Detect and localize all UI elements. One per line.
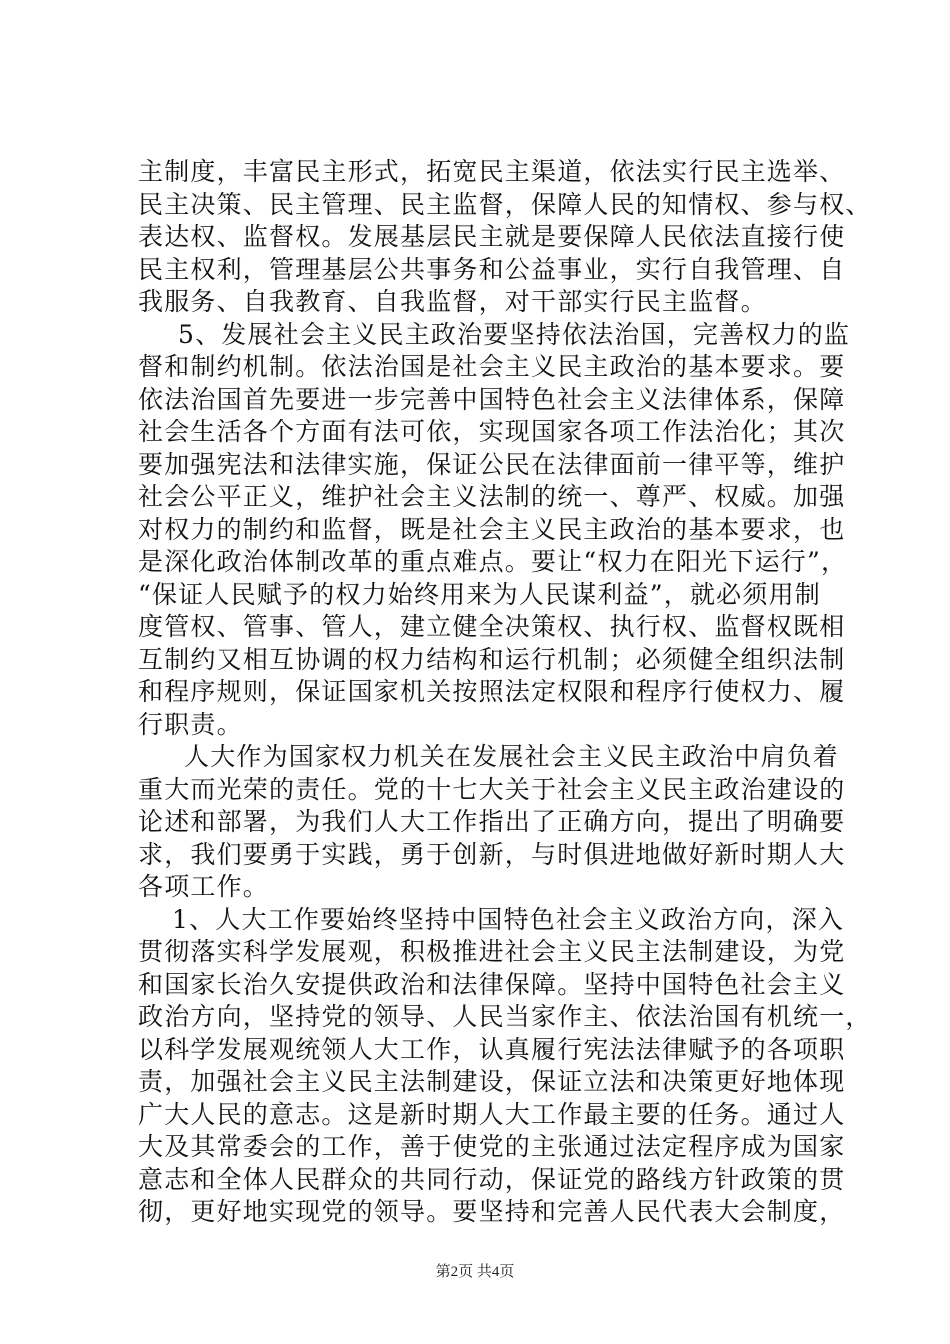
text-line: 行职责。 (138, 709, 243, 739)
text-line: 是深化政治体制改革的重点难点。要让“权力在阳光下运行”， (138, 547, 848, 576)
text-line: 我服务、自我教育、自我监督，对干部实行民主监督。 (138, 287, 767, 316)
text-line: 重大而光荣的责任。党的十七大关于社会主义民主政治建设的 (138, 774, 846, 804)
text-line: 互制约又相互协调的权力结构和运行机制；必须健全组织法制 (138, 644, 846, 674)
text-line: 主制度，丰富民主形式，拓宽民主渠道，依法实行民主选举、 (138, 157, 846, 186)
text-line: 督和制约机制。依法治国是社会主义民主政治的基本要求。要 (138, 352, 846, 381)
text-line: 以科学发展观统领人大工作，认真履行宪法法律赋予的各项职 (138, 1034, 846, 1064)
text-line: 广大人民的意志。这是新时期人大工作最主要的任务。通过人 (138, 1099, 846, 1129)
page-number-label: 第2页 共4页 (435, 1264, 515, 1280)
paragraph-start-line: 5、发展社会主义民主政治要坚持依法治国，完善权力的监 (178, 319, 851, 349)
text-line: 论述和部署，为我们人大工作指出了正确方向，提出了明确要 (138, 807, 846, 836)
text-line: 表达权、监督权。发展基层民主就是要保障人民依法直接行使 (138, 222, 846, 251)
paragraph-start-line: 1、人大工作要始终坚持中国特色社会主义政治方向，深入 (172, 904, 845, 934)
text-line: 和程序规则，保证国家机关按照法定权限和程序行使权力、履 (138, 677, 846, 706)
page-footer (0, 1262, 950, 1282)
text-line: 要加强宪法和法律实施，保证公民在法律面前一律平等，维护 (138, 449, 846, 479)
text-line: 意志和全体人民群众的共同行动，保证党的路线方针政策的贯 (138, 1164, 846, 1194)
text-line: 民主权利，管理基层公共事务和公益事业，实行自我管理、自 (138, 254, 846, 284)
text-line: 依法治国首先要进一步完善中国特色社会主义法律体系，保障 (138, 384, 846, 414)
text-line: 和国家长治久安提供政治和法律保障。坚持中国特色社会主义 (138, 969, 846, 999)
text-line: 责，加强社会主义民主法制建设，保证立法和决策更好地体现 (138, 1067, 846, 1096)
text-line: 政治方向，坚持党的领导、人民当家作主、依法治国有机统一， (138, 1002, 872, 1031)
document-body (138, 156, 872, 1229)
text-line: 度管权、管事、管人，建立健全决策权、执行权、监督权既相 (138, 612, 846, 641)
paragraph-start-line: 人大作为国家权力机关在发展社会主义民主政治中肩负着 (184, 742, 840, 771)
text-line: 社会生活各个方面有法可依，实现国家各项工作法治化；其次 (138, 417, 846, 446)
text-line: “保证人民赋予的权力始终用来为人民谋利益”，就必须用制 (138, 579, 821, 609)
text-line: 贯彻落实科学发展观，积极推进社会主义民主法制建设，为党 (138, 937, 846, 966)
text-line: 民主决策、民主管理、民主监督，保障人民的知情权、参与权、 (138, 189, 872, 219)
text-line: 大及其常委会的工作，善于使党的主张通过法定程序成为国家 (138, 1132, 846, 1161)
text-line: 各项工作。 (138, 872, 270, 901)
text-line: 彻，更好地实现党的领导。要坚持和完善人民代表大会制度， (138, 1197, 846, 1226)
text-line: 求，我们要勇于实践，勇于创新，与时俱进地做好新时期人大 (138, 839, 846, 869)
text-line: 社会公平正义，维护社会主义法制的统一、尊严、权威。加强 (138, 482, 846, 511)
text-line: 对权力的制约和监督，既是社会主义民主政治的基本要求，也 (138, 514, 846, 544)
